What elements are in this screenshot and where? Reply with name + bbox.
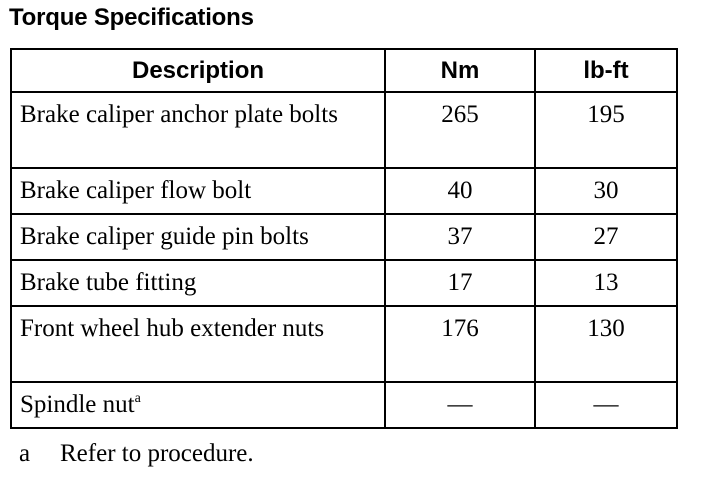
row-lbft-value: 13: [535, 260, 677, 306]
header-lbft: lb-ft: [535, 49, 677, 92]
row-nm-value: 37: [385, 214, 535, 260]
header-description: Description: [11, 49, 385, 92]
row-description: Brake caliper anchor plate bolts: [11, 92, 385, 168]
table-header-row: [11, 49, 677, 92]
footnote-text: Refer to procedure.: [60, 440, 254, 467]
row-nm-value: 40: [385, 168, 535, 214]
footnote-reference: a: [134, 391, 141, 406]
row-lbft-value: —: [535, 382, 677, 428]
row-description: Spindle nut: [20, 391, 135, 418]
row-nm-value: 176: [385, 306, 535, 382]
row-lbft-value: 27: [535, 214, 677, 260]
page-title: Torque Specifications: [9, 4, 254, 31]
row-description-cell: [11, 382, 385, 428]
row-description: Brake tube fitting: [11, 260, 385, 306]
row-nm-value: 265: [385, 92, 535, 168]
row-lbft-value: 30: [535, 168, 677, 214]
footnote-letter: a: [19, 440, 31, 467]
row-nm-value: 17: [385, 260, 535, 306]
table-row: [11, 168, 677, 214]
header-nm: Nm: [385, 49, 535, 92]
table-row: [11, 214, 677, 260]
row-nm-value: —: [385, 382, 535, 428]
footnote: [19, 438, 254, 470]
table-row: [11, 306, 677, 382]
torque-spec-table: [10, 48, 678, 429]
row-description: Brake caliper flow bolt: [11, 168, 385, 214]
row-lbft-value: 130: [535, 306, 677, 382]
table-row: [11, 92, 677, 168]
row-description: Front wheel hub extender nuts: [11, 306, 385, 382]
table-row: [11, 260, 677, 306]
table-row: [11, 382, 677, 428]
row-lbft-value: 195: [535, 92, 677, 168]
row-description: Brake caliper guide pin bolts: [11, 214, 385, 260]
